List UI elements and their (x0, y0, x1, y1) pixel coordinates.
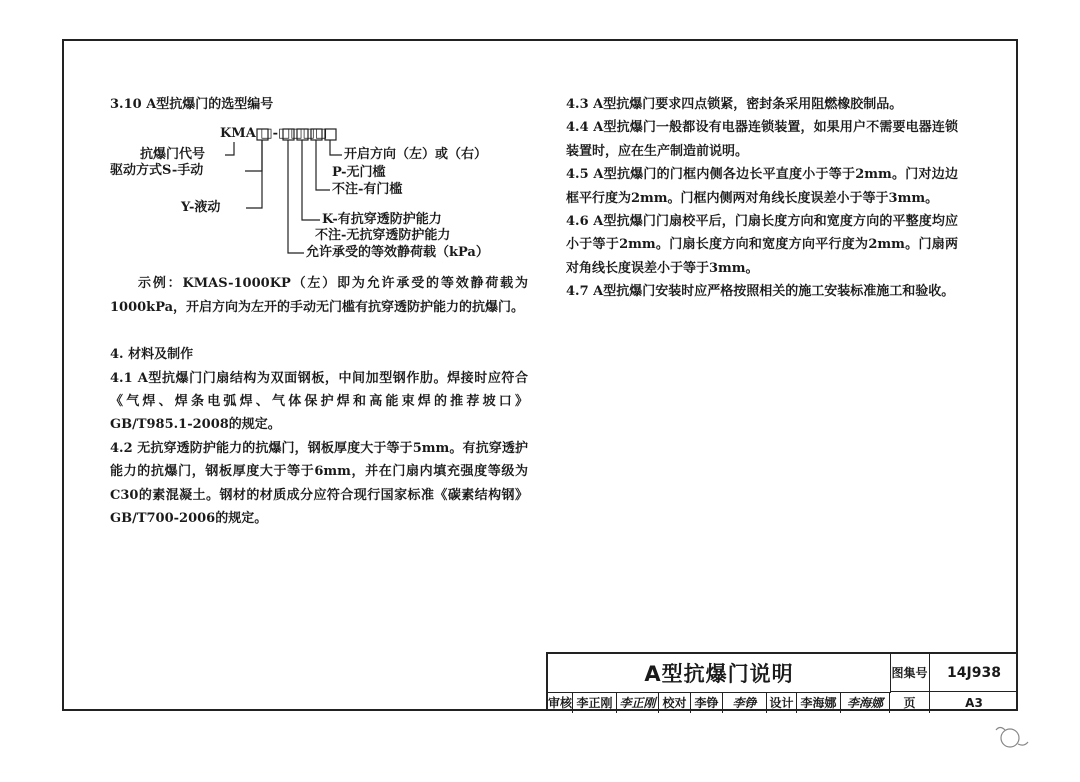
title-block (546, 652, 1018, 711)
review-label: 审核 (548, 692, 573, 713)
code-text: KMA □-□□□□ (220, 126, 328, 142)
example-text: 示例：KMAS-1000KP（左）即为允许承受的等效静荷载为1000kPa，开启方向为左开的手动无门槛有抗穿透防护能力的抗爆门。 (110, 276, 528, 315)
right-column (566, 93, 958, 304)
atlas-number: 14J938 (930, 654, 1018, 692)
checker-signature: 李铮 (723, 692, 767, 713)
design-label: 设计 (767, 692, 797, 713)
page-number: A3 (965, 695, 983, 710)
para-4-1: 4.1 A型抗爆门门扇结构为双面钢板，中间加型钢作肋。焊接时应符合《气焊、焊条电弧焊、气体保护焊和高能束焊的推荐坡口》GB/T985.1-2008的规定。 (110, 370, 528, 433)
label-k-ability: K-有抗穿透防护能力 (322, 212, 442, 228)
label-p-no-sill: P-无门槛 (332, 165, 386, 181)
drawing-title: A型抗爆门说明 (548, 654, 891, 693)
label-load: 允许承受的等效静荷载（kPa） (306, 245, 489, 261)
label-drive-y: Y-液动 (181, 200, 221, 216)
page-label: 页 (890, 692, 930, 713)
check-label: 校对 (659, 692, 691, 713)
label-type-code: 抗爆门代号 (140, 147, 206, 163)
atlas-label: 图集号 (890, 654, 930, 692)
left-column (110, 93, 528, 530)
para-4-7: 4.7 A型抗爆门安装时应严格按照相关的施工安装标准施工和验收。 (566, 284, 955, 300)
corner-stamp-icon (988, 722, 1038, 752)
para-4-2: 4.2 无抗穿透防护能力的抗爆门，钢板厚度大于等于5mm。有抗穿透护能力的抗爆门，钢板厚度大于等于6mm，并在门扇内填充强度等级为C30的素混凝土。钢材的材质成分应符合现行国家标准《碳素结构钢》GB/T700-2006的规定。 (110, 440, 528, 527)
section-3-10-heading: 3.10 A型抗爆门的选型编号 (110, 97, 274, 112)
section-4-heading: 4. 材料及制作 (110, 347, 194, 363)
para-4-4: 4.4 A型抗爆门一般都设有电器连锁装置，如果用户不需要电器连锁装置时，应在生产制造前说明。 (566, 120, 958, 159)
reviewer-signature: 李正刚 (617, 692, 659, 713)
para-4-3: 4.3 A型抗爆门要求四点锁紧，密封条采用阻燃橡胶制品。 (566, 97, 903, 112)
designer-name: 李海娜 (797, 692, 841, 713)
designer-signature: 李海娜 (841, 692, 890, 713)
para-4-5: 4.5 A型抗爆门的门框内侧各边长平直度小于等于2mm。门对边边框平行度为2mm。门框内侧两对角线长度误差小于等于3mm。 (566, 167, 958, 206)
para-4-6: 4.6 A型抗爆门门扇校平后，门扇长度方向和宽度方向的平整度均应小于等于2mm。门扇长度方向和宽度方向平行度为2mm。门扇两对角线长度误差小于等于3mm。 (566, 214, 958, 276)
label-no-note-sill: 不注-有门槛 (332, 182, 403, 198)
model-code-diagram (110, 120, 528, 272)
label-drive: 驱动方式S-手动 (110, 163, 204, 179)
label-no-k: 不注-无抗穿透防护能力 (315, 228, 451, 244)
checker-name: 李铮 (691, 692, 723, 713)
label-opening: 开启方向（左）或（右） (344, 147, 488, 163)
reviewer-name: 李正刚 (573, 692, 617, 713)
